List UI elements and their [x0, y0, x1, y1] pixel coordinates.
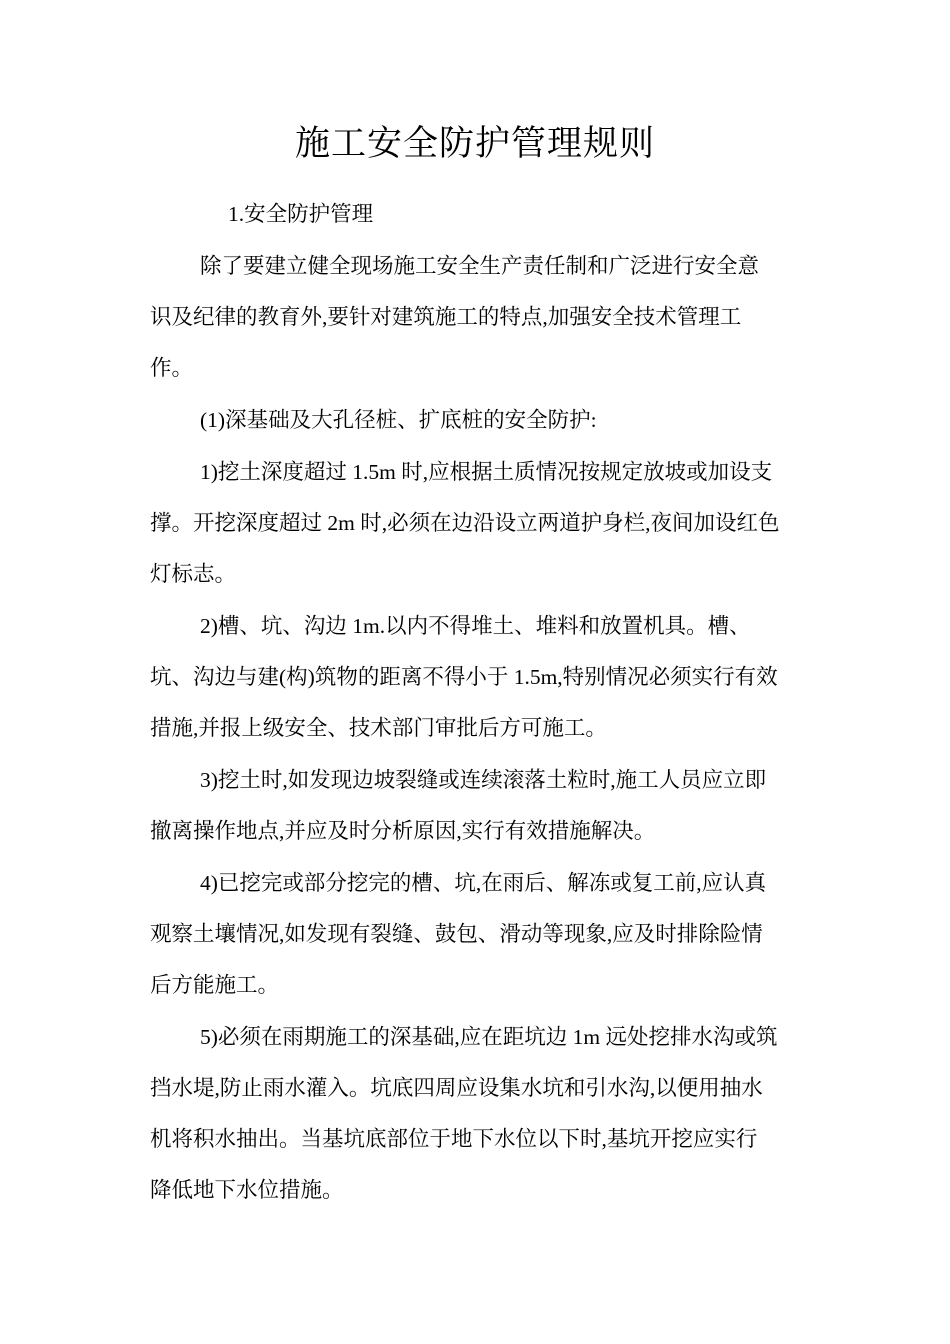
paragraph-line: 作。 [150, 356, 194, 380]
paragraph-line: 观察土壤情况,如发现有裂缝、鼓包、滑动等现象,应及时排除险情 [150, 922, 763, 946]
paragraph-line: 机将积水抽出。当基坑底部位于地下水位以下时,基坑开挖应实行 [150, 1127, 758, 1151]
document-title: 施工安全防护管理规则 [294, 124, 655, 163]
paragraph-line: 后方能施工。 [150, 973, 280, 997]
subsection-heading: (1)深基础及大孔径桩、扩底桩的安全防护: [200, 408, 597, 432]
paragraph-line: 识及纪律的教育外,要针对建筑施工的特点,加强安全技术管理工 [150, 305, 742, 329]
section-heading: 1.安全防护管理 [228, 202, 374, 226]
paragraph-line: 1)挖土深度超过 1.5m 时,应根据土质情况按规定放坡或加设支 [200, 460, 773, 484]
paragraph-line: 撤离操作地点,并应及时分析原因,实行有效措施解决。 [150, 819, 656, 843]
paragraph-line: 3)挖土时,如发现边坡裂缝或连续滚落土粒时,施工人员应立即 [200, 768, 767, 792]
paragraph-line: 除了要建立健全现场施工安全生产责任制和广泛进行安全意 [200, 254, 760, 278]
paragraph-line: 5)必须在雨期施工的深基础,应在距坑边 1m 远处挖排水沟或筑 [200, 1025, 778, 1049]
paragraph-line: 降低地下水位措施。 [150, 1178, 344, 1202]
paragraph-line: 撑。开挖深度超过 2m 时,必须在边沿设立两道护身栏,夜间加设红色 [150, 511, 780, 535]
paragraph-line: 2)槽、坑、沟边 1m.以内不得堆土、堆料和放置机具。槽、 [200, 614, 751, 638]
paragraph-line: 4)已挖完或部分挖完的槽、坑,在雨后、解冻或复工前,应认真 [200, 871, 767, 895]
paragraph-line: 措施,并报上级安全、技术部门审批后方可施工。 [150, 716, 607, 740]
paragraph-line: 灯标志。 [150, 562, 237, 586]
paragraph-line: 坑、沟边与建(构)筑物的距离不得小于 1.5m,特别情况必须实行有效 [150, 665, 778, 689]
paragraph-line: 挡水堤,防止雨水灌入。坑底四周应设集水坑和引水沟,以便用抽水 [150, 1076, 763, 1100]
